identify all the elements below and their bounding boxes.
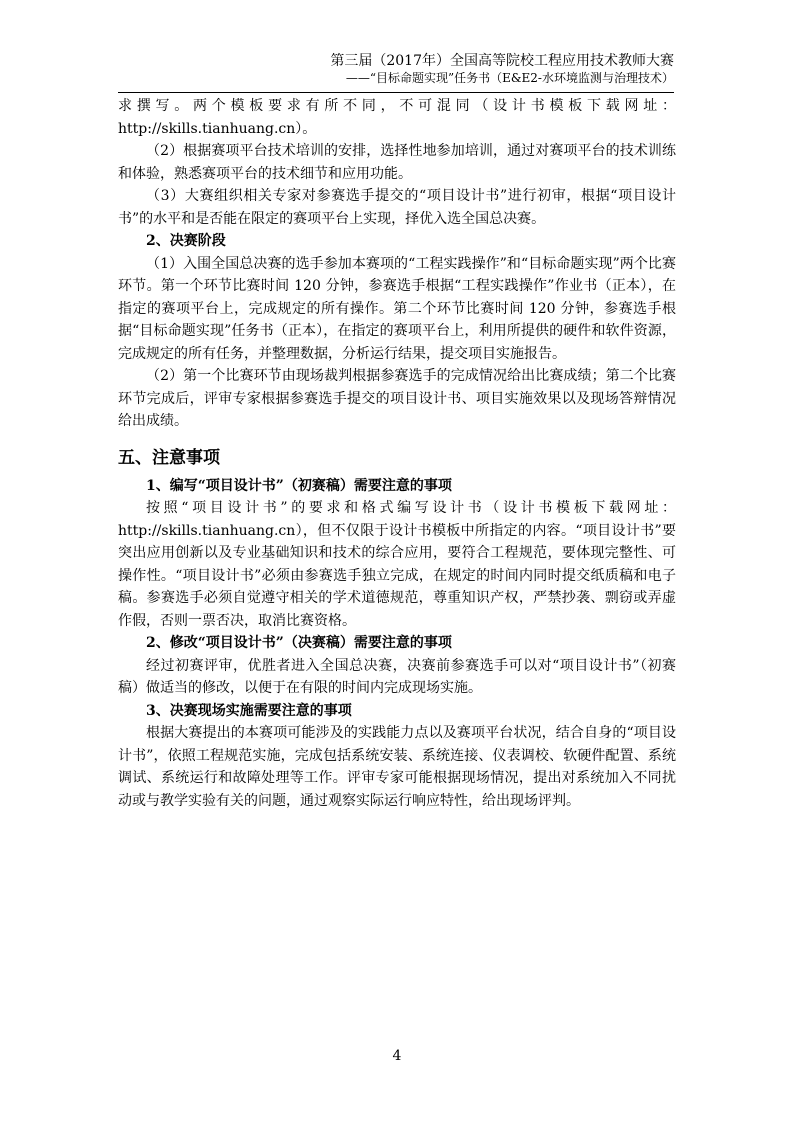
heading-write-design-book: 1、编写“项目设计书”（初赛稿）需要注意的事项: [146, 477, 452, 494]
page-number: 4: [392, 1048, 402, 1064]
header-subtitle: ——“目标命题实现”任务书（E&E2-水环境监测与治理技术）: [345, 71, 674, 85]
heading-onsite-implementation: 3、决赛现场实施需要注意的事项: [146, 702, 352, 719]
paragraph-onsite-implementation: 根据大赛提出的本赛项可能涉及的实践能力点以及赛项平台状况，结合自身的“项目设计书”，依照工程规范实施，完成包括系统安装、系统连接、仪表调校、软硬件配置、系统调试、系统运行和故障处理等工作。评审专家可能根据现场情况，提出对系统加入不同扰动或与教学实验有关的问题，通过观察实际运行响应特性，给出现场评判。: [118, 725, 676, 809]
paragraph-final-rounds: （1）入围全国总决赛的选手参加本赛项的“工程实践操作”和“目标命题实现”两个比赛环节。第一个环节比赛时间 120 分钟，参赛选手根据“工程实践操作”作业书（正本），在指定的赛项平台上，完成规定的所有操作。第二个环节比赛时间 120 分钟，参赛选手根据“目标命题实现”任务书（正本），在指定的赛项平台上，利用所提供的硬件和软件资源，完成规定的所有任务，并整理数据，分析运行结果，提交项目实施报告。: [118, 255, 676, 362]
heading-revise-design-book: 2、修改“项目设计书”（决赛稿）需要注意的事项: [146, 635, 452, 651]
paragraph-template-note: 求撰写。两个模板要求有所不同，不可混同（设计书模板下载网址：http://skills.tianhuang.cn）。: [118, 98, 676, 137]
heading-final-stage: 2、决赛阶段: [146, 233, 226, 249]
paragraph-write-design-book: 按照“项目设计书”的要求和格式编写设计书（设计书模板下载网址：http://skills.tianhuang.cn），但不仅限于设计书模板中所指定的内容。“项目设计书”要突出应用创新以及专业基础知识和技术的综合应用，要符合工程规范，要体现完整性、可操作性。“项目设计书”必须由参赛选手独立完成，在规定的时间内同时提交纸质稿和电子稿。参赛选手必须自觉遵守相关的学术道德规范，尊重知识产权，严禁抄袭、剽窃或弄虚作假，否则一票否决，取消比赛资格。: [118, 500, 676, 629]
document-body: [118, 95, 676, 812]
section-heading-notes: 五、注意事项: [118, 447, 220, 468]
paragraph-scoring: （2）第一个比赛环节由现场裁判根据参赛选手的完成情况给出比赛成绩；第二个比赛环节完成后，评审专家根据参赛选手提交的项目设计书、项目实施效果以及现场答辩情况给出成绩。: [118, 368, 676, 429]
paragraph-revise-design-book: 经过初赛评审，优胜者进入全国总决赛，决赛前参赛选手可以对“项目设计书”（初赛稿）做适当的修改，以便于在有限的时间内完成现场实施。: [118, 657, 676, 696]
paragraph-training: （2）根据赛项平台技术培训的安排，选择性地参加培训，通过对赛项平台的技术训练和体验，熟悉赛项平台的技术细节和应用功能。: [118, 143, 676, 182]
header-divider: [118, 92, 674, 93]
header-title: 第三届（2017年）全国高等院校工程应用技术教师大赛: [330, 53, 674, 69]
paragraph-preliminary-review: （3）大赛组织相关专家对参赛选手提交的“项目设计书”进行初审，根据“项目设计书”的水平和是否能在限定的赛项平台上实现，择优入选全国总决赛。: [118, 188, 676, 227]
page-header: [112, 53, 674, 87]
